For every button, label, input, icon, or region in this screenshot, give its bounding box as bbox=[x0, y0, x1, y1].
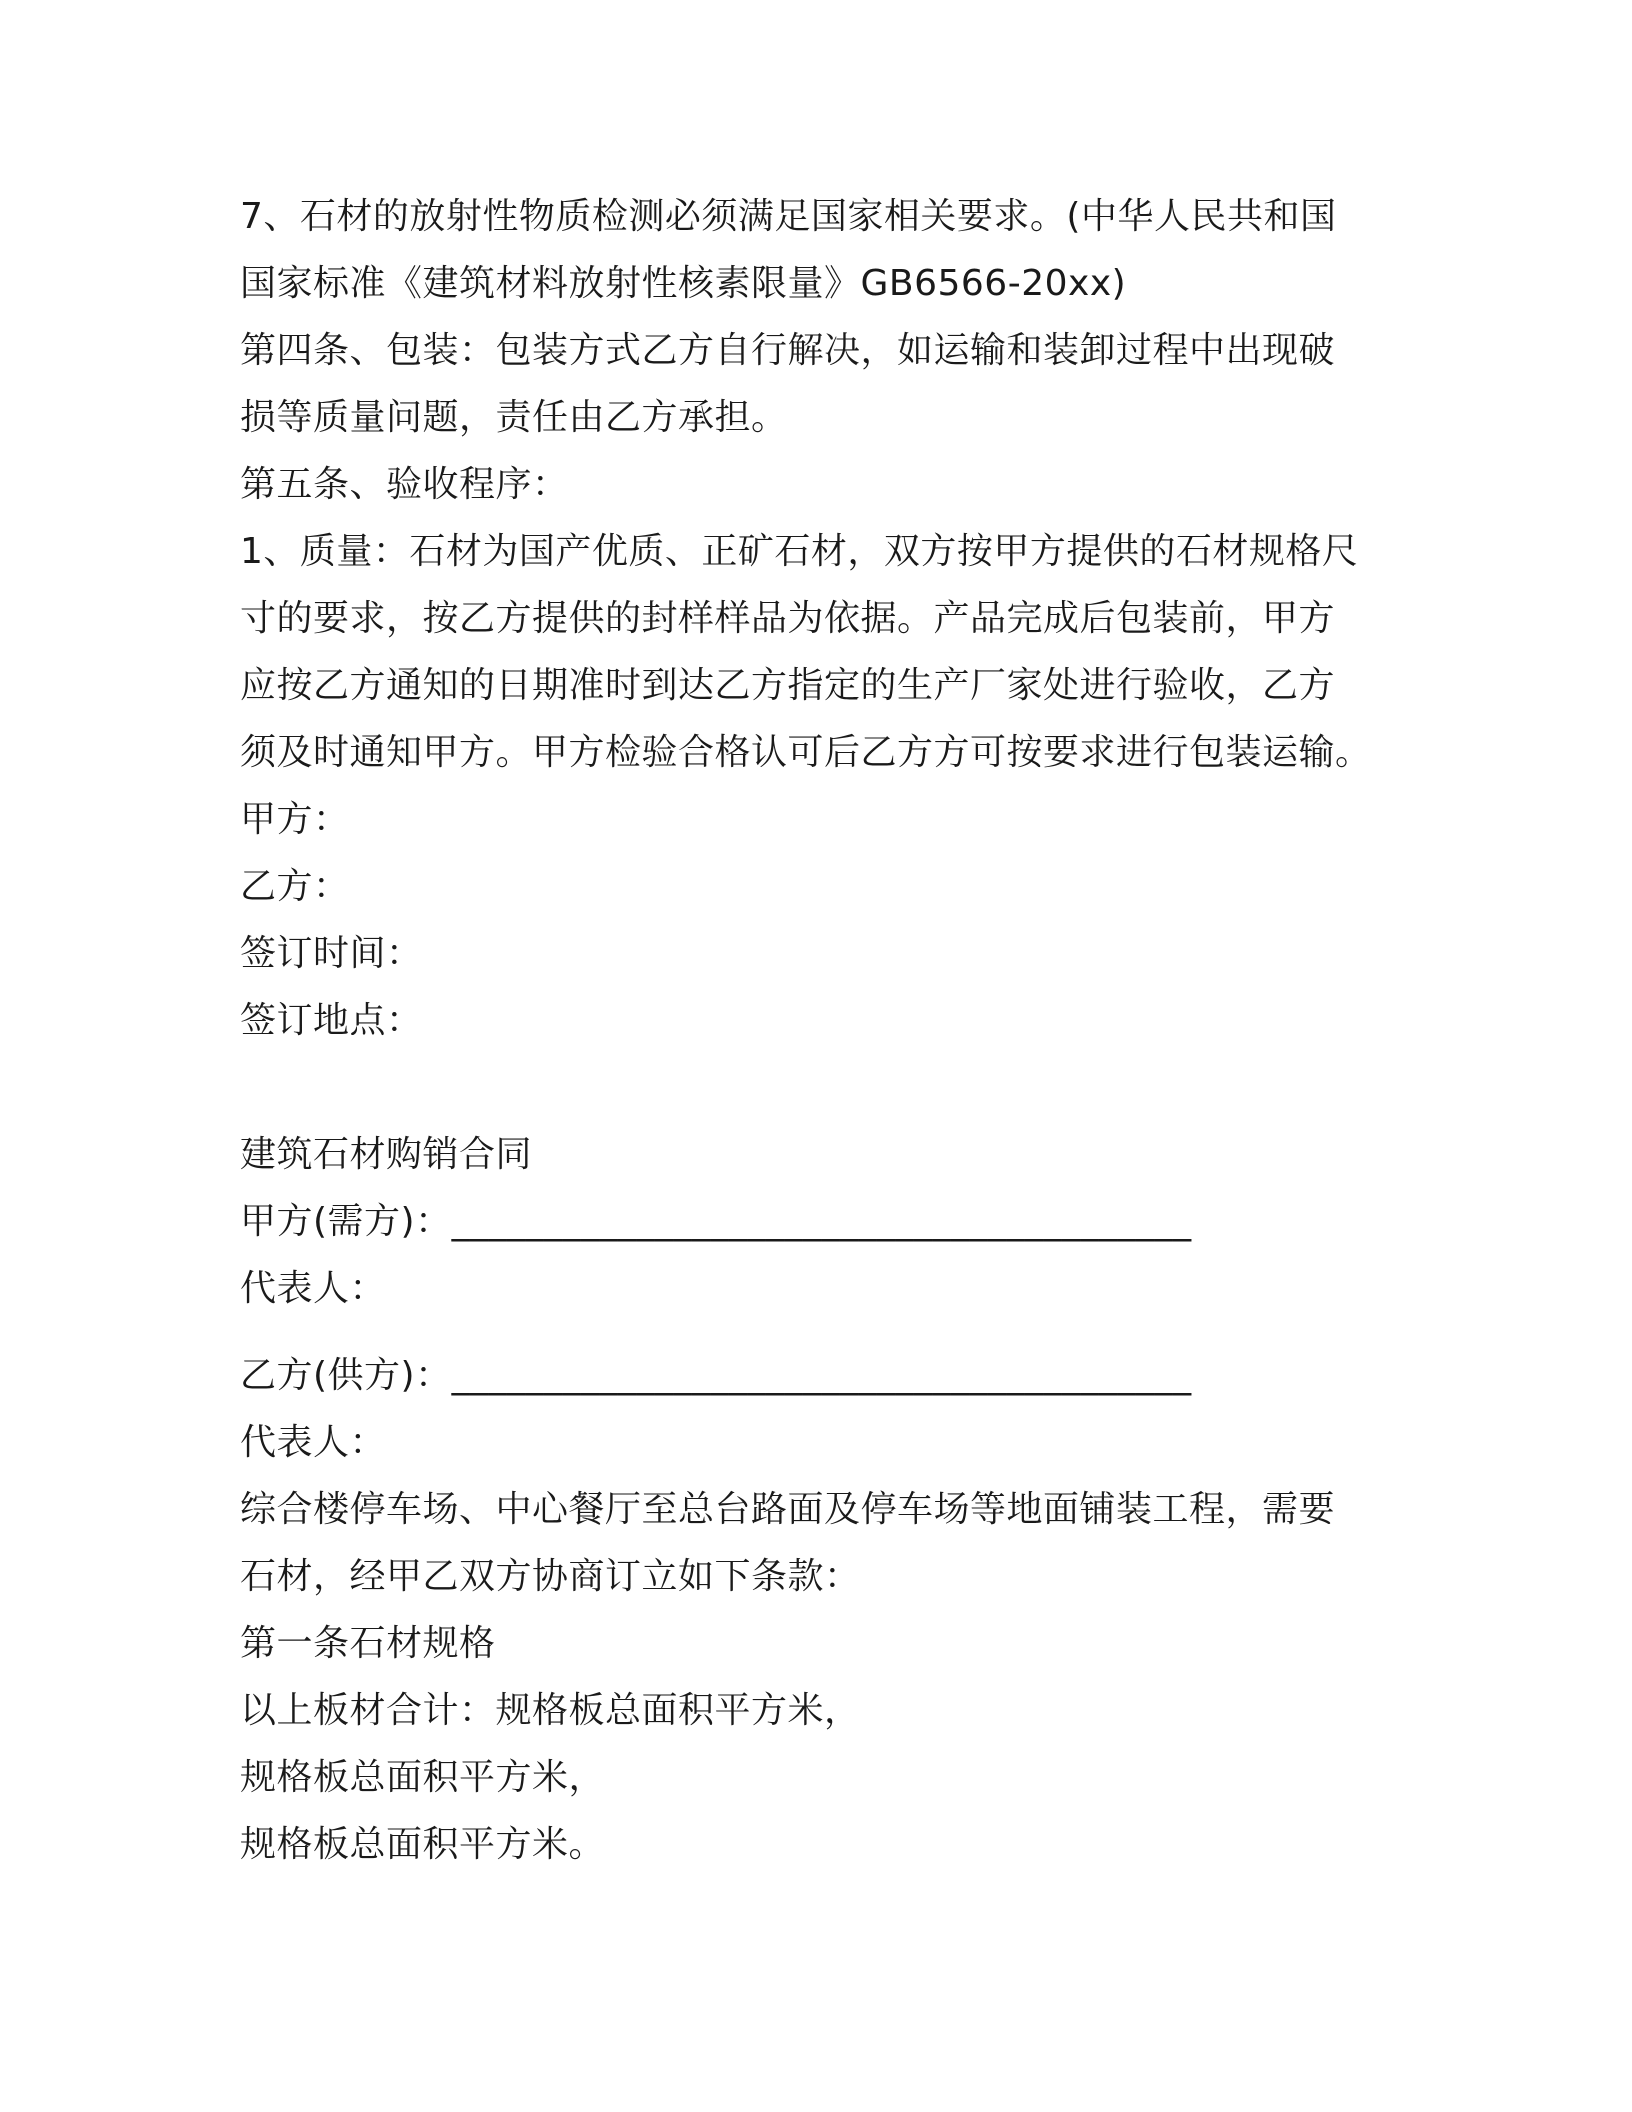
contract-title: 建筑石材购销合同 bbox=[240, 1134, 533, 1175]
clause-line: 7、石材的放射性物质检测必须满足国家相关要求。(中华人民共和国 bbox=[240, 196, 1337, 237]
contract-line: 以上板材合计：规格板总面积平方米， bbox=[240, 1690, 861, 1731]
clause-line: 应按乙方通知的日期准时到达乙方指定的生产厂家处进行验收，乙方 bbox=[240, 665, 1336, 706]
signing-time: 签订时间： bbox=[240, 933, 423, 974]
representative-a: 代表人： bbox=[240, 1268, 387, 1309]
signature-party-a: 甲方： bbox=[240, 799, 350, 840]
party-b-line: 乙方(供方)：________________________________________ bbox=[240, 1355, 1192, 1396]
contract-line: 综合楼停车场、中心餐厅至总台路面及停车场等地面铺装工程，需要 bbox=[240, 1489, 1336, 1530]
clause-line: 须及时通知甲方。甲方检验合格认可后乙方方可按要求进行包装运输。 bbox=[240, 732, 1372, 773]
contract-line: 第一条石材规格 bbox=[240, 1623, 496, 1664]
clause-line: 国家标准《建筑材料放射性核素限量》GB6566-20xx) bbox=[240, 263, 1127, 304]
clause-line: 1、质量：石材为国产优质、正矿石材，双方按甲方提供的石材规格尺 bbox=[240, 531, 1359, 572]
contract-line: 规格板总面积平方米， bbox=[240, 1757, 606, 1798]
clause-line: 第五条、验收程序： bbox=[240, 464, 569, 505]
signing-place: 签订地点： bbox=[240, 1000, 423, 1041]
contract-line: 石材，经甲乙双方协商订立如下条款： bbox=[240, 1556, 861, 1597]
contract-line: 规格板总面积平方米。 bbox=[240, 1824, 606, 1865]
spacer bbox=[240, 1322, 1400, 1342]
signature-party-b: 乙方： bbox=[240, 866, 350, 907]
spacer bbox=[240, 1054, 1400, 1121]
document-body bbox=[240, 183, 1400, 1878]
representative-b: 代表人： bbox=[240, 1422, 387, 1463]
party-a-line: 甲方(需方)：________________________________________ bbox=[240, 1201, 1192, 1242]
clause-line: 损等质量问题，责任由乙方承担。 bbox=[240, 397, 788, 438]
clause-line: 第四条、包装：包装方式乙方自行解决，如运输和装卸过程中出现破 bbox=[240, 330, 1336, 371]
clause-line: 寸的要求，按乙方提供的封样样品为依据。产品完成后包装前，甲方 bbox=[240, 598, 1336, 639]
